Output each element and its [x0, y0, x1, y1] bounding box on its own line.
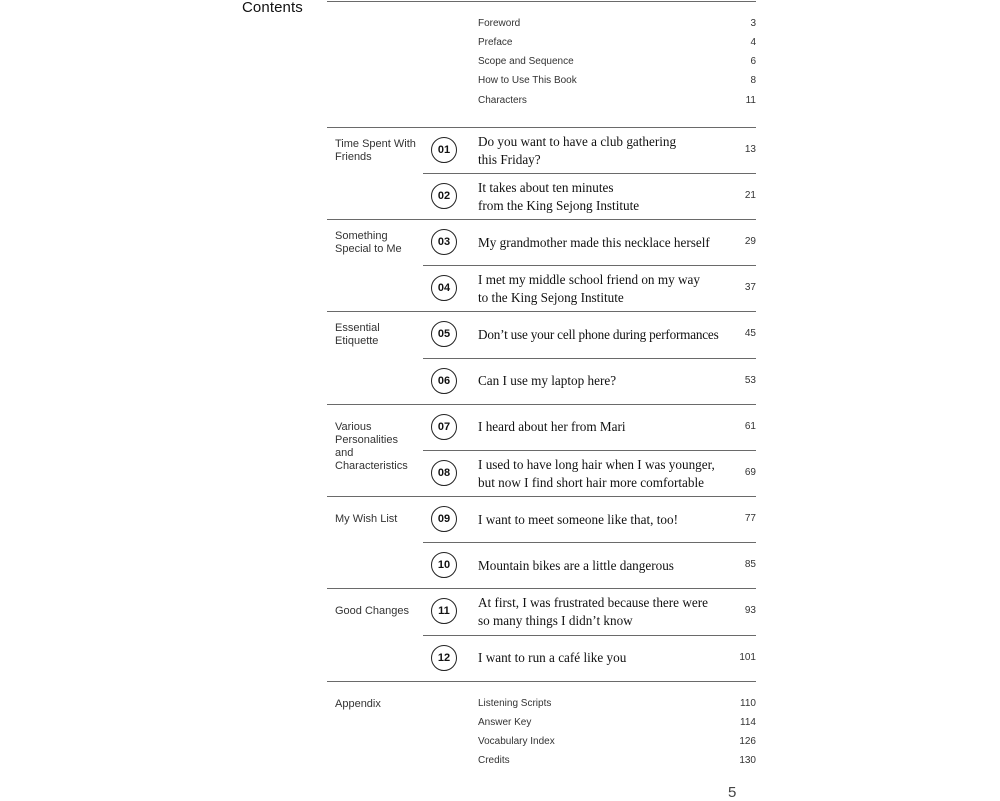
section-label-friends: Time Spent With Friends: [335, 138, 416, 163]
section-label-etiquette: Essential Etiquette: [335, 322, 380, 347]
lesson-divider: [423, 173, 756, 174]
lesson-title[interactable]: [478, 594, 728, 629]
lesson-title-line: At first, I was frustrated because there were: [478, 595, 708, 610]
lesson-title-line: I heard about her from Mari: [478, 419, 626, 434]
lesson-title-line: Do you want to have a club gathering: [478, 134, 677, 149]
lesson-title[interactable]: [478, 649, 728, 667]
lesson-page: 45: [744, 328, 756, 339]
lesson-title-line: to the King Sejong Institute: [478, 289, 624, 305]
appendix-item-title: Credits: [478, 755, 510, 766]
front-item-page: 6: [750, 56, 756, 67]
lesson-number-badge: 09: [431, 506, 457, 532]
lesson-title[interactable]: [478, 326, 738, 344]
section-divider: [327, 681, 756, 682]
front-item-scope[interactable]: [478, 56, 756, 70]
lesson-page: 29: [744, 236, 756, 247]
front-item-characters[interactable]: [478, 95, 756, 109]
section-label-special: Something Special to Me: [335, 230, 402, 255]
appendix-item-vocabulary-index[interactable]: [478, 736, 756, 750]
lesson-page: 77: [744, 513, 756, 524]
front-item-preface[interactable]: [478, 37, 756, 51]
lesson-page: 21: [744, 190, 756, 201]
lesson-page: 85: [744, 559, 756, 570]
front-item-foreword[interactable]: [478, 18, 756, 32]
lesson-divider: [423, 265, 756, 266]
front-item-page: 11: [745, 95, 756, 106]
appendix-item-credits[interactable]: [478, 755, 756, 769]
lesson-title[interactable]: [478, 511, 728, 529]
lesson-title-line: My grandmother made this necklace herself: [478, 235, 710, 250]
lesson-divider: [423, 450, 756, 451]
contents-heading: Contents: [242, 0, 303, 16]
lesson-number-badge: 12: [431, 645, 457, 671]
lesson-page: 69: [744, 467, 756, 478]
lesson-title-line: this Friday?: [478, 151, 541, 167]
lesson-title[interactable]: [478, 418, 728, 436]
section-label-good-changes: Good Changes: [335, 605, 409, 617]
lesson-title-line: but now I find short hair more comfortable: [478, 474, 704, 490]
lesson-divider: [423, 635, 756, 636]
lesson-title[interactable]: [478, 271, 728, 306]
appendix-item-title: Listening Scripts: [478, 698, 552, 709]
lesson-title-line: Can I use my laptop here?: [478, 373, 617, 388]
lesson-title[interactable]: [478, 133, 728, 168]
lesson-page: 61: [744, 421, 756, 432]
section-label-wish-list: My Wish List: [335, 513, 398, 525]
lesson-page: 37: [744, 282, 756, 293]
lesson-title-line: I used to have long hair when I was younger,: [478, 457, 715, 472]
section-divider: [327, 588, 756, 589]
lesson-title-line: I met my middle school friend on my way: [478, 272, 700, 287]
front-item-title: Foreword: [478, 18, 521, 29]
front-item-title: Characters: [478, 95, 527, 106]
section-label-appendix: Appendix: [335, 698, 381, 710]
section-divider: [327, 127, 756, 128]
front-item-page: 3: [750, 18, 756, 29]
divider: [327, 1, 756, 2]
lesson-title-line: I want to meet someone like that, too!: [478, 512, 678, 527]
front-item-how-to-use[interactable]: [478, 75, 756, 89]
lesson-title[interactable]: [478, 557, 728, 575]
appendix-item-title: Vocabulary Index: [478, 736, 555, 747]
front-item-title: How to Use This Book: [478, 75, 577, 86]
lesson-page: 93: [744, 605, 756, 616]
lesson-page: 101: [739, 652, 756, 663]
section-label-personalities: Various Personalities and Characteristics: [335, 421, 408, 472]
lesson-number-badge: 02: [431, 183, 457, 209]
lesson-number-badge: 07: [431, 414, 457, 440]
lesson-number-badge: 04: [431, 275, 457, 301]
section-divider: [327, 496, 756, 497]
section-divider: [327, 311, 756, 312]
lesson-divider: [423, 358, 756, 359]
lesson-title-line: so many things I didn’t know: [478, 612, 633, 628]
lesson-number-badge: 08: [431, 460, 457, 486]
appendix-item-page: 130: [739, 755, 756, 766]
appendix-item-page: 126: [739, 736, 756, 747]
lesson-number-badge: 06: [431, 368, 457, 394]
lesson-title[interactable]: [478, 234, 738, 252]
lesson-number-badge: 01: [431, 137, 457, 163]
appendix-item-page: 114: [740, 717, 756, 728]
lesson-number-badge: 11: [431, 598, 457, 624]
lesson-number-badge: 10: [431, 552, 457, 578]
lesson-divider: [423, 542, 756, 543]
section-divider: [327, 404, 756, 405]
front-item-page: 4: [750, 37, 756, 48]
appendix-item-listening-scripts[interactable]: [478, 698, 756, 712]
front-item-title: Scope and Sequence: [478, 56, 574, 67]
front-item-title: Preface: [478, 37, 513, 48]
lesson-title-line: Don’t use your cell phone during performances: [478, 327, 719, 342]
section-divider: [327, 219, 756, 220]
front-item-page: 8: [750, 75, 756, 86]
appendix-item-page: 110: [740, 698, 756, 709]
appendix-item-answer-key[interactable]: [478, 717, 756, 731]
lesson-title-line: It takes about ten minutes: [478, 180, 614, 195]
lesson-number-badge: 05: [431, 321, 457, 347]
lesson-title[interactable]: [478, 372, 728, 390]
lesson-number-badge: 03: [431, 229, 457, 255]
appendix-item-title: Answer Key: [478, 717, 532, 728]
lesson-title-line: I want to run a café like you: [478, 650, 627, 665]
lesson-page: 53: [744, 375, 756, 386]
lesson-title[interactable]: [478, 179, 728, 214]
lesson-title-line: from the King Sejong Institute: [478, 197, 640, 213]
lesson-title-line: Mountain bikes are a little dangerous: [478, 558, 674, 573]
lesson-page: 13: [744, 144, 756, 155]
page-number: 5: [728, 784, 737, 801]
lesson-title[interactable]: [478, 456, 738, 491]
